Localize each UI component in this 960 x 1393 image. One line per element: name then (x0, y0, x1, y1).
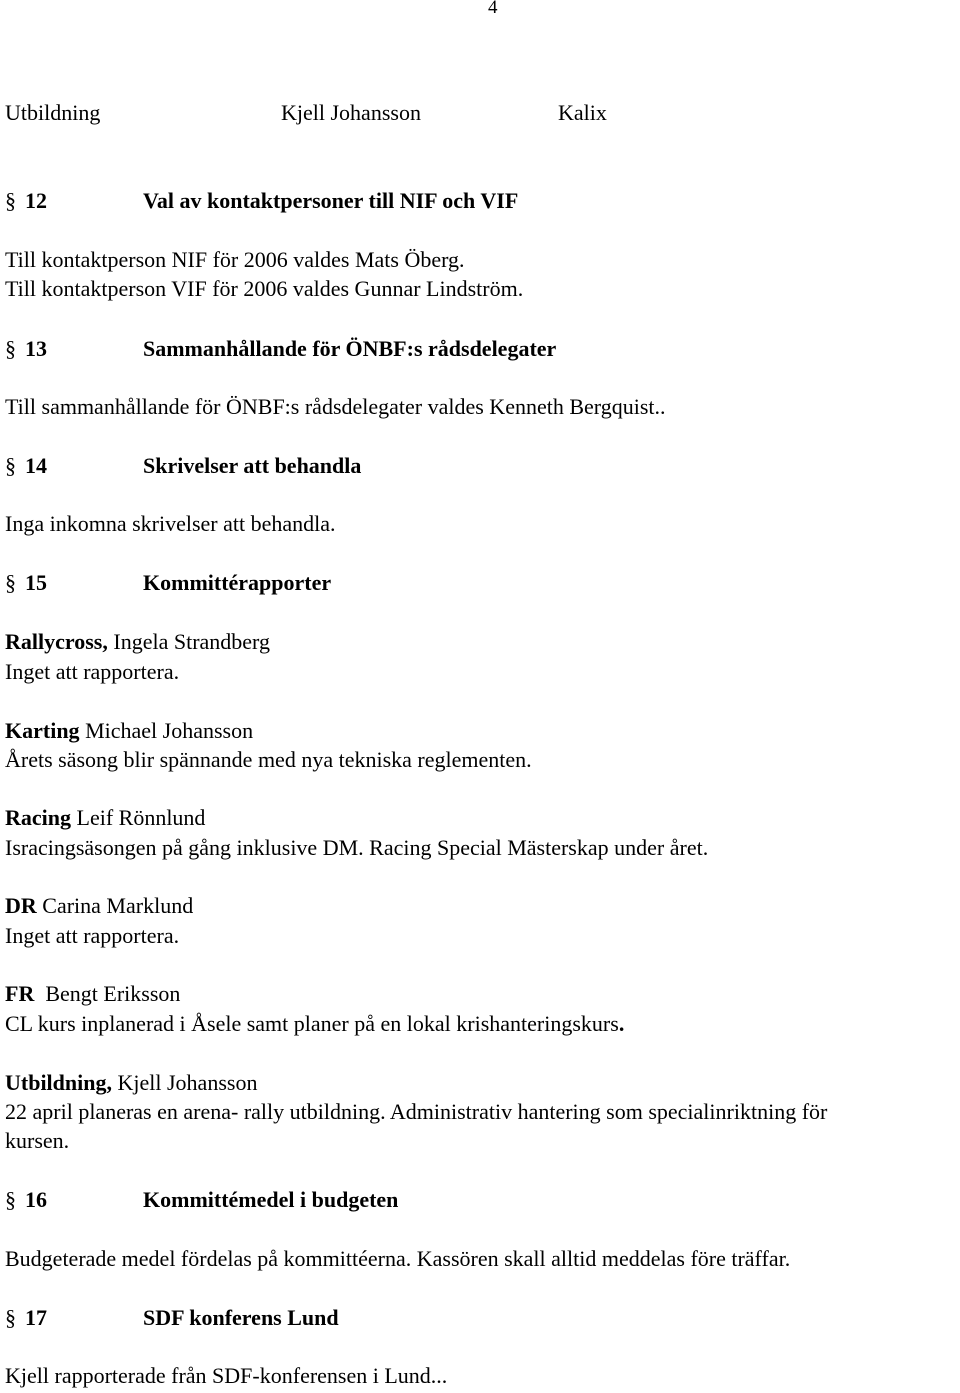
report-text-body: CL kurs inplanerad i Åsele samt planer på en lokal krishanteringskurs (5, 1011, 619, 1036)
section-number: 14 (25, 453, 47, 478)
report-heading-fr (5, 981, 180, 1007)
report-text: Årets säsong blir spännande med nya tekniska reglementen. (5, 747, 532, 772)
section-heading-16 (5, 1187, 398, 1213)
paragraph-line: Kjell rapporterade från SDF-konferensen i Lund... (5, 1363, 448, 1388)
section-heading-17 (5, 1305, 339, 1331)
report-text (5, 1011, 624, 1037)
section-number: 15 (25, 570, 47, 595)
section-symbol: § (5, 570, 16, 595)
section-symbol: § (5, 1305, 16, 1330)
section-symbol: § (5, 1187, 16, 1212)
page-number: 4 (488, 0, 498, 18)
section-title: Kommittérapporter (143, 570, 332, 595)
committee-person: Ingela Strandberg (107, 629, 270, 654)
report-text: Inget att rapportera. (5, 923, 180, 948)
paragraph-line: Till sammanhållande för ÖNBF:s rådsdelegater valdes Kenneth Bergquist.. (5, 394, 666, 419)
paragraph-line: Inga inkomna skrivelser att behandla. (5, 511, 336, 536)
section-title: Skrivelser att behandla (143, 453, 362, 478)
section-title: Sammanhållande för ÖNBF:s rådsdelegater (143, 336, 557, 361)
report-text-continued: kursen. (5, 1128, 70, 1153)
section-heading-14 (5, 453, 361, 479)
section-heading-13 (5, 336, 556, 362)
report-text-end: . (618, 1011, 625, 1036)
report-heading-utbildning (5, 1070, 257, 1096)
top-row-person: Kjell Johansson (281, 100, 421, 125)
section-number: 13 (25, 336, 47, 361)
paragraph-line: Till kontaktperson NIF för 2006 valdes Mats Öberg. (5, 247, 465, 272)
section-heading-12 (5, 188, 518, 214)
committee-person: Carina Marklund (36, 893, 194, 918)
committee-name: FR (5, 981, 35, 1006)
section-title: SDF konferens Lund (143, 1305, 339, 1330)
report-text: Inget att rapportera. (5, 659, 180, 684)
section-title: Kommittémedel i budgeten (143, 1187, 399, 1212)
paragraph-line: Budgeterade medel fördelas på kommittéerna. Kassören skall alltid meddelas före träffar. (5, 1246, 791, 1271)
committee-name: Racing (5, 805, 71, 830)
section-title: Val av kontaktpersoner till NIF och VIF (143, 188, 519, 213)
report-text: Isracingsäsongen på gång inklusive DM. Racing Special Mästerskap under året. (5, 835, 709, 860)
report-heading-racing (5, 805, 205, 831)
committee-person: Michael Johansson (79, 718, 254, 743)
report-text: 22 april planeras en arena- rally utbildning. Administrativ hantering som specialinriktning för (5, 1099, 828, 1124)
committee-name: Rallycross, (5, 629, 108, 654)
section-symbol: § (5, 188, 16, 213)
section-heading-15 (5, 570, 331, 596)
committee-name: Utbildning, (5, 1070, 112, 1095)
committee-person: Bengt Eriksson (34, 981, 181, 1006)
section-symbol: § (5, 453, 16, 478)
committee-name: Karting (5, 718, 80, 743)
top-row-role: Utbildning (5, 100, 101, 125)
section-number: 17 (25, 1305, 47, 1330)
report-heading-karting (5, 718, 253, 744)
section-number: 16 (25, 1187, 47, 1212)
report-heading-rallycross (5, 629, 270, 655)
top-row-place: Kalix (558, 100, 607, 125)
section-symbol: § (5, 336, 16, 361)
paragraph-line: Till kontaktperson VIF för 2006 valdes Gunnar Lindström. (5, 276, 524, 301)
section-number: 12 (25, 188, 47, 213)
committee-person: Kjell Johansson (112, 1070, 258, 1095)
committee-name: DR (5, 893, 37, 918)
committee-person: Leif Rönnlund (71, 805, 206, 830)
report-heading-dr (5, 893, 193, 919)
